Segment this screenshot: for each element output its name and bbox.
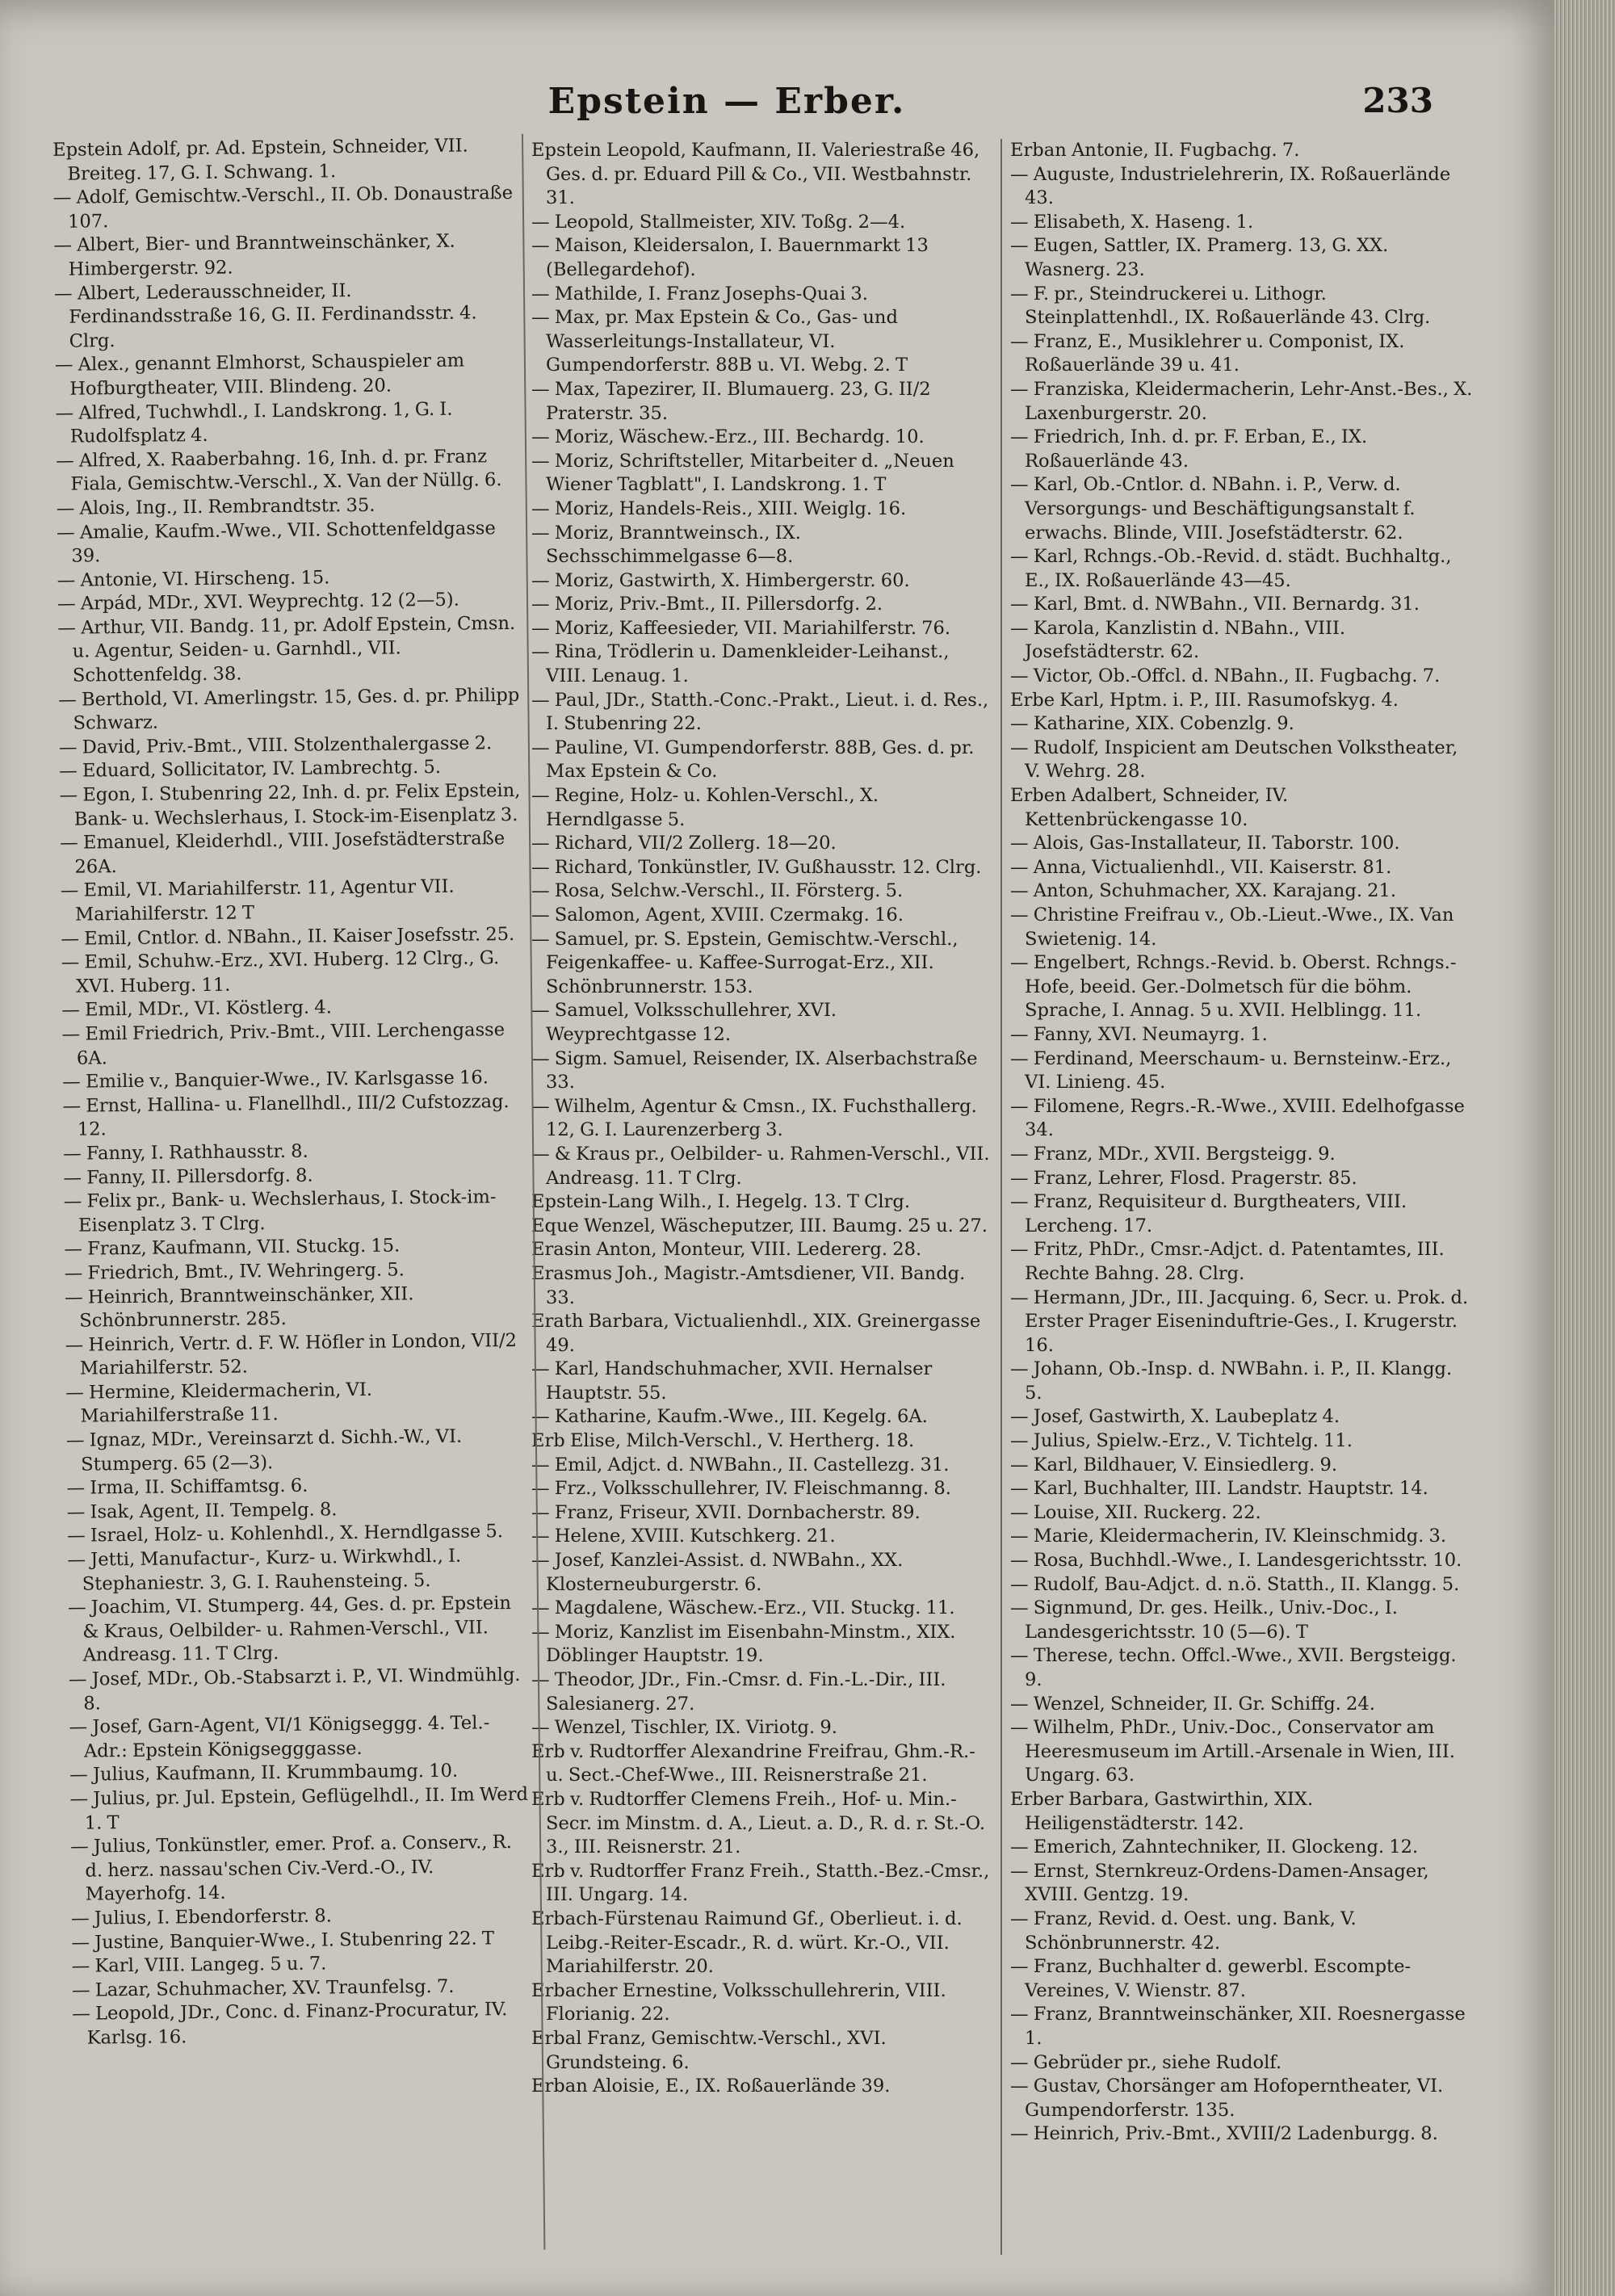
- directory-entry: Erb v. Rudtorffer Clemens Freih., Hof- u. Min.-Secr. im Minstm. d. A., Lieut. a. D., R. d. r. St.-O. 3., III. Reisnerstr. 21.: [531, 1788, 986, 1858]
- directory-entry: — Ernst, Sternkreuz-Ordens-Damen-Ansager, XVIII. Gentzg. 19.: [1010, 1860, 1429, 1906]
- directory-entry: Erath Barbara, Victualienhdl., XIX. Greinergasse 49.: [531, 1311, 981, 1356]
- directory-entry: — Samuel, pr. S. Epstein, Gemischtw.-Verschl., Feigenkaffee- u. Kaffee-Surrogat-Erz., XII. Schönbrunnerstr. 153.: [531, 928, 959, 997]
- directory-entry: — Leopold, JDr., Conc. d. Finanz-Procuratur, IV. Karlsg. 16.: [72, 1999, 508, 2049]
- directory-entry: — Karl, Bildhauer, V. Einsiedlerg. 9.: [1010, 1454, 1338, 1475]
- directory-entry: — Amalie, Kaufm.-Wwe., VII. Schottenfeldgasse 39.: [56, 517, 496, 567]
- directory-entry: — Felix pr., Bank- u. Wechslerhaus, I. Stock-im-Eisenplatz 3. T Clrg.: [63, 1186, 497, 1236]
- directory-entry: — Anton, Schuhmacher, XX. Karajang. 21.: [1010, 880, 1397, 902]
- directory-entry: — Moriz, Kanzlist im Eisenbahn-Minstm., XIX. Döblinger Hauptstr. 19.: [531, 1621, 956, 1667]
- directory-entry: — Franz, E., Musiklehrer u. Componist, IX. Roßauerlände 39 u. 41.: [1010, 330, 1405, 376]
- directory-entry: — Rosa, Selchw.-Verschl., II. Försterg. 5.: [531, 880, 904, 902]
- directory-entry: Epstein Adolf, pr. Ad. Epstein, Schneider, VII. Breiteg. 17, G. I. Schwang. 1.: [52, 135, 468, 185]
- directory-entry: — Rosa, Buchhdl.-Wwe., I. Landesgerichtsstr. 10.: [1010, 1550, 1462, 1572]
- directory-entry: Erb v. Rudtorffer Alexandrine Freifrau, Ghm.-R.- u. Sect.-Chef-Wwe., III. Reisnerstraße 21.: [531, 1740, 975, 1786]
- directory-entry: — Joachim, VI. Stumperg. 44, Ges. d. pr. Epstein & Kraus, Oelbilder- u. Rahmen-Verschl., VII. Andreasg. 11. T Clrg.: [67, 1593, 512, 1667]
- directory-entry: — Israel, Holz- u. Kohlenhdl., X. Herndlgasse 5.: [66, 1521, 504, 1547]
- directory-entry: — Johann, Ob.-Insp. d. NWBahn. i. P., II. Klangg. 5.: [1010, 1358, 1453, 1404]
- directory-entry: — Eduard, Sollicitator, IV. Lambrechtg. 5.: [59, 757, 442, 783]
- directory-entry: Erban Antonie, II. Fugbachg. 7.: [1010, 140, 1300, 161]
- directory-entry: — Emil, Cntlor. d. NBahn., II. Kaiser Josefsstr. 25.: [61, 923, 515, 950]
- directory-entry: — Fritz, PhDr., Cmsr.-Adjct. d. Patentamtes, III. Rechte Bahng. 28. Clrg.: [1010, 1239, 1445, 1284]
- directory-entry: — Josef, MDr., Ob.-Stabsarzt i. P., VI. Windmühlg. 8.: [68, 1664, 521, 1715]
- directory-entry: — Wilhelm, Agentur & Cmsn., IX. Fuchsthallerg. 12, G. I. Laurenzerberg 3.: [531, 1095, 977, 1141]
- directory-entry: — Heinrich, Branntweinschänker, XII. Schönbrunnerstr. 285.: [64, 1282, 414, 1332]
- directory-entry: Erb v. Rudtorffer Franz Freih., Statth.-Bez.-Cmsr., III. Ungarg. 14.: [531, 1860, 990, 1906]
- directory-entry: — Justine, Banquier-Wwe., I. Stubenring 22. T: [71, 1927, 495, 1954]
- directory-entry: Epstein Leopold, Kaufmann, II. Valeriestraße 46, Ges. d. pr. Eduard Pill & Co., VII. Westbahnstr. 31.: [531, 140, 980, 209]
- directory-entry: — Karl, Bmt. d. NWBahn., VII. Bernardg. 31.: [1010, 594, 1420, 615]
- directory-entry: Epstein-Lang Wilh., I. Hegelg. 13. T Clrg.: [531, 1191, 911, 1213]
- directory-entry: — Friedrich, Bmt., IV. Wehringerg. 5.: [64, 1259, 405, 1284]
- directory-entry: — Emil, VI. Mariahilferstr. 11, Agentur VII. Mariahilferstr. 12 T: [60, 876, 455, 926]
- directory-entry: — Alfred, X. Raaberbahng. 16, Inh. d. pr. Franz Fiala, Gemischtw.-Verschl., X. Van der Nüllg. 6.: [56, 446, 502, 495]
- directory-entry: Erban Aloisie, E., IX. Roßauerlände 39.: [531, 2076, 891, 2097]
- directory-entry: — Alois, Ing., II. Rembrandtstr. 35.: [56, 494, 375, 519]
- directory-entry: — Alfred, Tuchwhdl., I. Landskrong. 1, G. I. Rudolfsplatz 4.: [55, 398, 453, 447]
- directory-entry: — Moriz, Wäschew.-Erz., III. Bechardg. 10.: [531, 426, 925, 448]
- directory-entry: — Karl, Rchngs.-Ob.-Revid. d. städt. Buchhaltg., E., IX. Roßauerlände 43—45.: [1010, 546, 1452, 591]
- directory-entry: Erb Elise, Milch-Verschl., V. Hertherg. 18.: [531, 1430, 915, 1452]
- directory-entry: — Franz, Friseur, XVII. Dornbacherstr. 89.: [531, 1501, 921, 1523]
- directory-entry: — Karl, Ob.-Cntlor. d. NBahn. i. P., Verw. d. Versorgungs- und Beschäftigungsanstalt f. erwachs. Blinde, VIII. Josefstädterstr. 62.: [1010, 474, 1416, 544]
- directory-entry: — Egon, I. Stubenring 22, Inh. d. pr. Felix Epstein, Bank- u. Wechslerhaus, I. Stock-im-Eisenplatz 3.: [59, 779, 521, 830]
- directory-entry: — Fanny, I. Rathhausstr. 8.: [63, 1140, 308, 1165]
- directory-entry: — Franz, Buchhalter d. gewerbl. Escompte-Vereines, V. Wienstr. 87.: [1010, 1956, 1412, 2001]
- directory-entry: — Pauline, VI. Gumpendorferstr. 88B, Ges. d. pr. Max Epstein & Co.: [531, 737, 975, 783]
- directory-entry: — Frz., Volksschullehrer, IV. Fleischmanng. 8.: [531, 1478, 951, 1500]
- directory-entry: — Sigm. Samuel, Reisender, IX. Alserbachstraße 33.: [531, 1047, 978, 1093]
- directory-entry: — Therese, techn. Offcl.-Wwe., XVII. Bergsteigg. 9.: [1010, 1645, 1457, 1690]
- directory-entry: — Josef, Gastwirth, X. Laubeplatz 4.: [1010, 1406, 1340, 1428]
- directory-columns: [44, 135, 1482, 2255]
- column-right: [1002, 139, 1481, 2255]
- directory-entry: — Regine, Holz- u. Kohlen-Verschl., X. Herndlgasse 5.: [531, 785, 879, 830]
- directory-entry: Erbacher Ernestine, Volksschullehrerin, VIII. Florianig. 22.: [531, 1979, 946, 2025]
- directory-entry: — Karl, Buchhalter, III. Landstr. Hauptstr. 14.: [1010, 1478, 1428, 1500]
- directory-entry: — Julius, Kaufmann, II. Krummbaumg. 10.: [69, 1761, 459, 1786]
- directory-entry: — Albert, Lederausschneider, II. Ferdinandsstraße 16, G. II. Ferdinandsstr. 4. Clrg.: [53, 279, 477, 352]
- directory-entry: — Isak, Agent, II. Tempelg. 8.: [66, 1499, 338, 1523]
- directory-entry: — Ernst, Hallina- u. Flanellhdl., III/2 Cufstozzag. 12.: [62, 1090, 510, 1140]
- directory-entry: — Moriz, Schriftsteller, Mitarbeiter d. „Neuen Wiener Tagblatt", I. Landskrong. 1. T: [531, 450, 954, 496]
- directory-entry: — Karl, VIII. Langeg. 5 u. 7.: [71, 1953, 327, 1977]
- directory-entry: — Hermine, Kleidermacherin, VI. Mariahilferstraße 11.: [65, 1379, 373, 1428]
- directory-entry: — Wilhelm, PhDr., Univ.-Doc., Conservator am Heeresmuseum im Artill.-Arsenale in Wien, III. Ungarg. 63.: [1010, 1717, 1455, 1786]
- directory-entry: — Emerich, Zahntechniker, II. Glockeng. 12.: [1010, 1836, 1419, 1858]
- directory-entry: — Franz, Branntweinschänker, XII. Roesnergasse 1.: [1010, 2004, 1466, 2049]
- directory-entry: — Rudolf, Bau-Adjct. d. n.ö. Statth., II. Klangg. 5.: [1010, 1573, 1460, 1595]
- directory-entry: — Emanuel, Kleiderhdl., VIII. Josefstädterstraße 26A.: [59, 828, 505, 878]
- directory-entry: — Moriz, Kaffeesieder, VII. Mariahilferstr. 76.: [531, 617, 951, 639]
- directory-entry: — Franz, Kaufmann, VII. Stuckg. 15.: [64, 1235, 401, 1261]
- directory-entry: — Mathilde, I. Franz Josephs-Quai 3.: [531, 283, 868, 304]
- directory-entry: — Victor, Ob.-Offcl. d. NBahn., II. Fugbachg. 7.: [1010, 665, 1441, 687]
- directory-entry: — Emil Friedrich, Priv.-Bmt., VIII. Lerchengasse 6A.: [61, 1019, 505, 1069]
- directory-entry: — Moriz, Priv.-Bmt., II. Pillersdorfg. 2.: [531, 594, 883, 615]
- directory-entry: — Theodor, JDr., Fin.-Cmsr. d. Fin.-L.-Dir., III. Salesianerg. 27.: [531, 1669, 946, 1715]
- directory-entry: — Emil, Adjct. d. NWBahn., II. Castellezg. 31.: [531, 1454, 950, 1475]
- directory-entry: — Engelbert, Rchngs.-Revid. b. Oberst. Rchngs.-Hofe, beeid. Ger.-Dolmetsch für die böhm. Sprache, I. Annag. 5 u. XVII. Helblingg. 11.: [1010, 952, 1457, 1022]
- directory-entry: — Hermann, JDr., III. Jacquing. 6, Secr. u. Prok. d. Erster Prager Eiseninduftrie-Ges., I. Krugerstr. 16.: [1010, 1287, 1469, 1356]
- directory-entry: Erbe Karl, Hptm. i. P., III. Rasumofskyg. 4.: [1010, 689, 1399, 711]
- directory-entry: — Fanny, XVI. Neumayrg. 1.: [1010, 1023, 1268, 1045]
- directory-entry: — Wenzel, Tischler, IX. Viriotg. 9.: [531, 1717, 837, 1739]
- directory-entry: — Antonie, VI. Hirscheng. 15.: [57, 567, 330, 591]
- directory-entry: — Josef, Garn-Agent, VI/1 Königseggg. 4. Tel.-Adr.: Epstein Königsegggasse.: [69, 1712, 490, 1762]
- directory-entry: — Moriz, Branntweinsch., IX. Sechsschimmelgasse 6—8.: [531, 522, 801, 568]
- directory-entry: — Richard, VII/2 Zollerg. 18—20.: [531, 833, 837, 854]
- directory-entry: — Julius, pr. Jul. Epstein, Geflügelhdl., II. Im Werd 1. T: [69, 1783, 529, 1834]
- directory-entry: Erbal Franz, Gemischtw.-Verschl., XVI. Grundsteing. 6.: [531, 2027, 887, 2073]
- column-left: [44, 134, 545, 2255]
- directory-entry: — Fanny, II. Pillersdorfg. 8.: [63, 1165, 313, 1189]
- directory-entry: — Magdalene, Wäschew.-Erz., VII. Stuckg. 11.: [531, 1597, 955, 1619]
- directory-entry: — Moriz, Handels-Reis., XIII. Weiglg. 16.: [531, 497, 907, 519]
- directory-entry: — Arthur, VII. Bandg. 11, pr. Adolf Epstein, Cmsn. u. Agentur, Seiden- u. Garnhdl., VII. Schottenfeldg. 38.: [57, 612, 516, 686]
- column-middle: [523, 139, 1002, 2255]
- directory-entry: Eque Wenzel, Wäscheputzer, III. Baumg. 25 u. 27.: [531, 1215, 988, 1236]
- directory-entry: — Irma, II. Schiffamtsg. 6.: [66, 1475, 308, 1500]
- directory-entry: Erasmus Joh., Magistr.-Amtsdiener, VII. Bandg. 33.: [531, 1262, 966, 1308]
- directory-entry: — Filomene, Regrs.-R.-Wwe., XVIII. Edelhofgasse 34.: [1010, 1095, 1465, 1141]
- directory-entry: — Franziska, Kleidermacherin, Lehr-Anst.-Bes., X. Laxenburgerstr. 20.: [1010, 378, 1473, 424]
- directory-entry: — David, Priv.-Bmt., VIII. Stolzenthalergasse 2.: [58, 732, 493, 758]
- directory-entry: — Eugen, Sattler, IX. Pramerg. 13, G. XX. Wasnerg. 23.: [1010, 235, 1389, 280]
- directory-entry: — Paul, JDr., Statth.-Conc.-Prakt., Lieut. i. d. Res., I. Stubenring 22.: [531, 689, 989, 735]
- directory-entry: — Franz, MDr., XVII. Bergsteigg. 9.: [1010, 1143, 1336, 1165]
- directory-entry: — Julius, I. Ebendorferstr. 8.: [70, 1905, 333, 1929]
- directory-entry: — Katharine, Kaufm.-Wwe., III. Kegelg. 6A.: [531, 1406, 928, 1428]
- directory-entry: — Christine Freifrau v., Ob.-Lieut.-Wwe., IX. Van Swietenig. 14.: [1010, 905, 1454, 950]
- directory-entry: — Heinrich, Vertr. d. F. W. Höfler in London, VII/2 Mariahilferstr. 52.: [65, 1329, 518, 1379]
- directory-entry: — Jetti, Manufactur-, Kurz- u. Wirkwhdl., I. Stephaniestr. 3, G. I. Rauhensteing. 5.: [67, 1545, 462, 1595]
- directory-entry: — Friedrich, Inh. d. pr. F. Erban, E., IX. Roßauerlände 43.: [1010, 426, 1368, 472]
- directory-entry: — Katharine, XIX. Cobenzlg. 9.: [1010, 713, 1294, 735]
- directory-entry: — Emil, MDr., VI. Köstlerg. 4.: [61, 997, 332, 1022]
- directory-entry: — Alois, Gas-Installateur, II. Taborstr. 100.: [1010, 833, 1400, 854]
- directory-entry: — Moriz, Gastwirth, X. Himbergerstr. 60.: [531, 569, 910, 591]
- directory-entry: — Samuel, Volksschullehrer, XVI. Weyprechtgasse 12.: [531, 1000, 837, 1045]
- directory-entry: — Anna, Victualienhdl., VII. Kaiserstr. 81.: [1010, 856, 1392, 878]
- directory-entry: — & Kraus pr., Oelbilder- u. Rahmen-Verschl., VII. Andreasg. 11. T Clrg.: [531, 1143, 990, 1189]
- directory-entry: — Adolf, Gemischtw.-Verschl., II. Ob. Donaustraße 107.: [52, 183, 514, 233]
- directory-entry: — Julius, Tonkünstler, emer. Prof. a. Conserv., R. d. herz. nassau'schen Civ.-Verd.-O., IV. Mayerhofg. 14.: [70, 1832, 513, 1905]
- directory-entry: — Berthold, VI. Amerlingstr. 15, Ges. d. pr. Philipp Schwarz.: [58, 684, 520, 734]
- directory-entry: — Emil, Schuhw.-Erz., XVI. Huberg. 12 Clrg., G. XVI. Huberg. 11.: [61, 947, 500, 997]
- directory-entry: — Franz, Revid. d. Oest. ung. Bank, V. Schönbrunnerstr. 42.: [1010, 1908, 1357, 1954]
- directory-entry: — Rina, Trödlerin u. Damenkleider-Leihanst., VIII. Lenaug. 1.: [531, 641, 950, 687]
- directory-entry: — Max, Tapezirer, II. Blumauerg. 23, G. II/2 Praterstr. 35.: [531, 378, 931, 424]
- directory-entry: — Marie, Kleidermacherin, IV. Kleinschmidg. 3.: [1010, 1526, 1447, 1547]
- directory-entry: — Alex., genannt Elmhorst, Schauspieler am Hofburgtheater, VIII. Blindeng. 20.: [54, 350, 465, 400]
- directory-entry: — Elisabeth, X. Haseng. 1.: [1010, 211, 1254, 233]
- directory-entry: — Franz, Lehrer, Flosd. Pragerstr. 85.: [1010, 1167, 1357, 1189]
- directory-entry: Erben Adalbert, Schneider, IV. Kettenbrückengasse 10.: [1010, 785, 1289, 830]
- book-page-edges: [1554, 0, 1615, 2296]
- directory-entry: — Gustav, Chorsänger am Hofoperntheater, VI. Gumpendorferstr. 135.: [1010, 2076, 1444, 2121]
- directory-entry: — Helene, XVIII. Kutschkerg. 21.: [531, 1526, 836, 1547]
- directory-entry: — Heinrich, Priv.-Bmt., XVIII/2 Ladenburgg. 8.: [1010, 2123, 1438, 2145]
- directory-entry: — Karola, Kanzlistin d. NBahn., VIII. Josefstädterstr. 62.: [1010, 617, 1346, 663]
- directory-entry: — Julius, Spielw.-Erz., V. Tichtelg. 11.: [1010, 1430, 1353, 1452]
- page-header: [0, 81, 1554, 145]
- directory-entry: — Richard, Tonkünstler, IV. Gußhausstr. 12. Clrg.: [531, 856, 982, 878]
- directory-entry: Erasin Anton, Monteur, VIII. Ledererg. 28.: [531, 1239, 922, 1261]
- directory-entry: — Louise, XII. Ruckerg. 22.: [1010, 1501, 1261, 1523]
- directory-entry: — Emilie v., Banquier-Wwe., IV. Karlsgasse 16.: [62, 1067, 489, 1093]
- directory-entry: — Karl, Handschuhmacher, XVII. Hernalser Hauptstr. 55.: [531, 1358, 933, 1404]
- directory-entry: — Gebrüder pr., siehe Rudolf.: [1010, 2051, 1282, 2073]
- directory-entry: — Auguste, Industrielehrerin, IX. Roßauerlände 43.: [1010, 163, 1451, 209]
- directory-entry: — Rudolf, Inspicient am Deutschen Volkstheater, V. Wehrg. 28.: [1010, 737, 1458, 783]
- directory-entry: Erbach-Fürstenau Raimund Gf., Oberlieut. i. d. Leibg.-Reiter-Escadr., R. d. würt. Kr.-O., VII. Mariahilferstr. 20.: [531, 1908, 963, 1978]
- directory-entry: — Arpád, MDr., XVI. Weyprechtg. 12 (2—5).: [57, 589, 459, 615]
- directory-entry: — F. pr., Steindruckerei u. Lithogr. Steinplattenhdl., IX. Roßauerlände 43. Clrg.: [1010, 283, 1431, 329]
- directory-entry: — Ferdinand, Meerschaum- u. Bernsteinw.-Erz., VI. Linieng. 45.: [1010, 1047, 1452, 1093]
- running-head: Epstein — Erber.: [547, 81, 906, 122]
- directory-entry: — Franz, Requisiteur d. Burgtheaters, VIII. Lercheng. 17.: [1010, 1191, 1407, 1236]
- directory-entry: — Leopold, Stallmeister, XIV. Toßg. 2—4.: [531, 211, 906, 233]
- directory-entry: Erber Barbara, Gastwirthin, XIX. Heiligenstädterstr. 142.: [1010, 1788, 1314, 1834]
- directory-entry: — Max, pr. Max Epstein & Co., Gas- und Wasserleitungs-Installateur, VI. Gumpendorferstr. 88B u. VI. Webg. 2. T: [531, 307, 908, 376]
- directory-entry: — Signmund, Dr. ges. Heilk., Univ.-Doc., I. Landesgerichtsstr. 10 (5—6). T: [1010, 1597, 1398, 1643]
- directory-entry: — Maison, Kleidersalon, I. Bauernmarkt 13 (Bellegardehof).: [531, 235, 929, 280]
- directory-entry: — Albert, Bier- und Branntweinschänker, X. Himbergerstr. 92.: [53, 231, 455, 280]
- directory-entry: — Ignaz, MDr., Vereinsarzt d. Sichh.-W., VI. Stumperg. 65 (2—3).: [65, 1425, 463, 1475]
- directory-entry: — Josef, Kanzlei-Assist. d. NWBahn., XX. Klosterneuburgerstr. 6.: [531, 1550, 904, 1595]
- directory-entry: — Salomon, Agent, XVIII. Czermakg. 16.: [531, 905, 904, 926]
- directory-entry: — Wenzel, Schneider, II. Gr. Schiffg. 24.: [1010, 1693, 1375, 1715]
- page-number: 233: [1362, 81, 1433, 120]
- directory-entry: — Lazar, Schuhmacher, XV. Traunfelsg. 7.: [71, 1975, 455, 2001]
